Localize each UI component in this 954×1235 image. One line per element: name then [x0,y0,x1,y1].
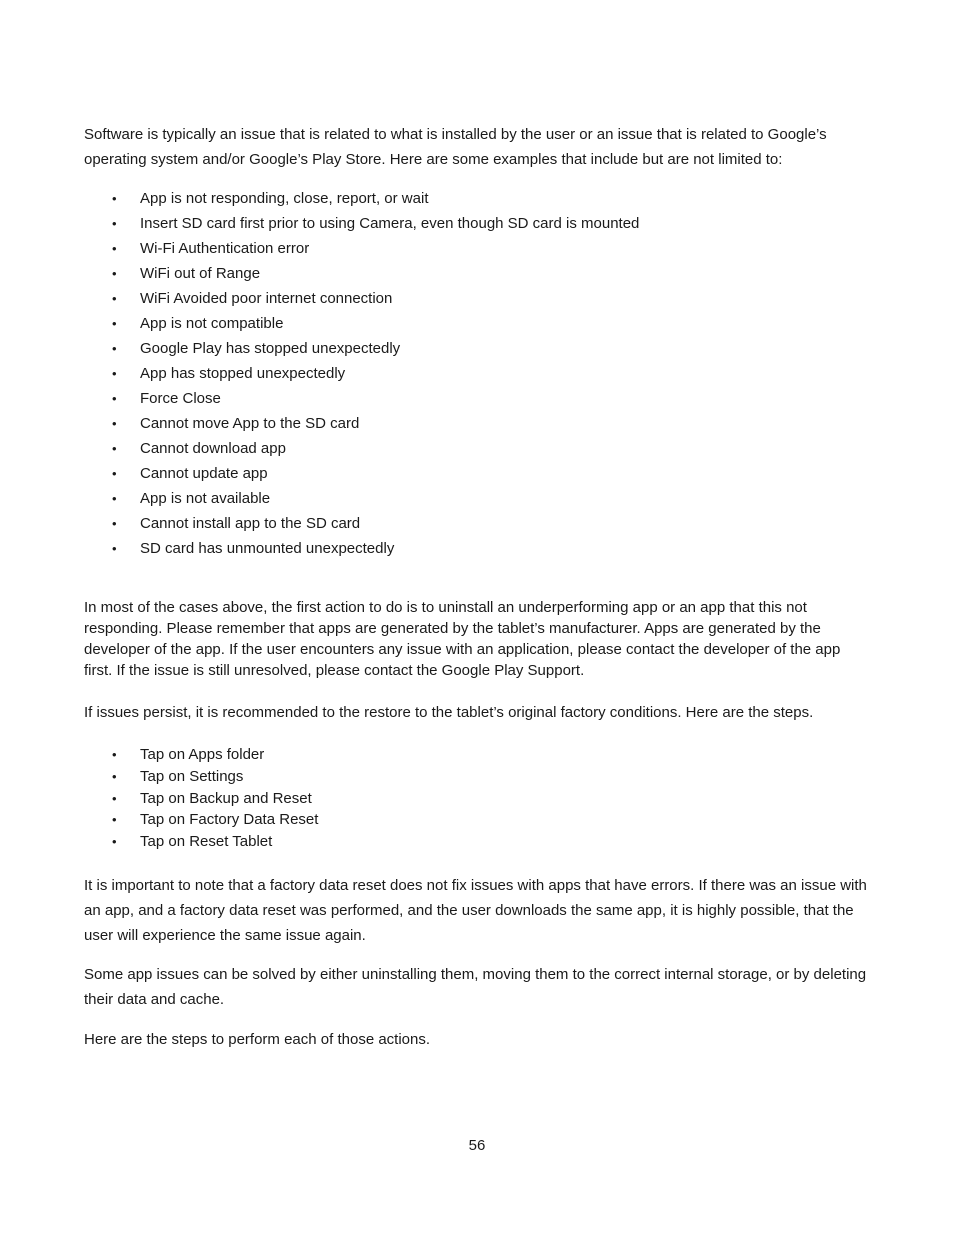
issue-list [84,186,870,561]
bullet-icon: • [112,541,117,556]
bullet-icon: • [112,241,117,256]
bullet-icon: • [112,812,117,828]
list-item: • Wi-Fi Authentication error [84,236,870,261]
page-number: 56 [468,1137,486,1154]
reset-steps-list [84,744,870,853]
list-item: • App is not available [84,486,870,511]
bullet-icon: • [112,516,117,531]
bullet-icon: • [112,291,117,306]
action-paragraph: In most of the cases above, the first action to do is to uninstall an underperforming app or an app that this not responding. Please remember that apps are generated by the tablet’s manufacturer. Apps are generated by the developer of the app. If the user encounters any issue with an application, please contact the developer of the app first. If the issue is still unresolved, please contact the Google Play Support. [84,599,841,679]
list-item: • App is not responding, close, report, or wait [84,186,870,211]
list-item: • Cannot download app [84,436,870,461]
list-item: • Insert SD card first prior to using Camera, even though SD card is mounted [84,211,870,236]
list-item: • App is not compatible [84,311,870,336]
list-item: • Cannot move App to the SD card [84,411,870,436]
list-item: • Force Close [84,386,870,411]
list-item: • Tap on Factory Data Reset [84,809,870,831]
bullet-icon: • [112,441,117,456]
bullet-icon: • [112,341,117,356]
list-item: • App has stopped unexpectedly [84,361,870,386]
list-item: • Tap on Settings [84,766,870,788]
list-item: • WiFi out of Range [84,261,870,286]
list-item: • Tap on Reset Tablet [84,831,870,853]
bullet-icon: • [112,366,117,381]
list-item: • Google Play has stopped unexpectedly [84,336,870,361]
solutions-paragraph: Some app issues can be solved by either uninstalling them, moving them to the correct internal storage, or by deleting their data and cache. [84,965,867,1008]
bullet-icon: • [112,266,117,281]
document-page [84,122,870,1052]
bullet-icon: • [112,790,117,806]
bullet-icon: • [112,416,117,431]
bullet-icon: • [112,491,117,506]
restore-paragraph: If issues persist, it is recommended to the restore to the tablet’s original factory conditions. Here are the steps. [84,704,814,721]
closing-paragraph: Here are the steps to perform each of those actions. [84,1030,431,1048]
bullet-icon: • [112,466,117,481]
intro-paragraph: Software is typically an issue that is related to what is installed by the user or an issue that is related to Google’s operating system and/or Google’s Play Store. Here are some examples that include but are not limited to: [84,126,827,168]
bullet-icon: • [112,216,117,231]
bullet-icon: • [112,747,117,762]
bullet-icon: • [112,316,117,331]
bullet-icon: • [112,768,117,784]
bullet-icon: • [112,191,117,206]
list-item: • Tap on Apps folder [84,744,870,766]
bullet-icon: • [112,391,117,406]
list-item: • SD card has unmounted unexpectedly [84,536,870,561]
bullet-icon: • [112,834,117,849]
list-item: • WiFi Avoided poor internet connection [84,286,870,311]
list-item: • Cannot update app [84,461,870,486]
list-item: • Tap on Backup and Reset [84,788,870,810]
list-item: • Cannot install app to the SD card [84,511,870,536]
note-paragraph: It is important to note that a factory data reset does not fix issues with apps that have errors. If there was an issue with an app, and a factory data reset was performed, and the user downloads the same app, it is highly possible, that the user will experience the same issue again. [84,876,867,944]
